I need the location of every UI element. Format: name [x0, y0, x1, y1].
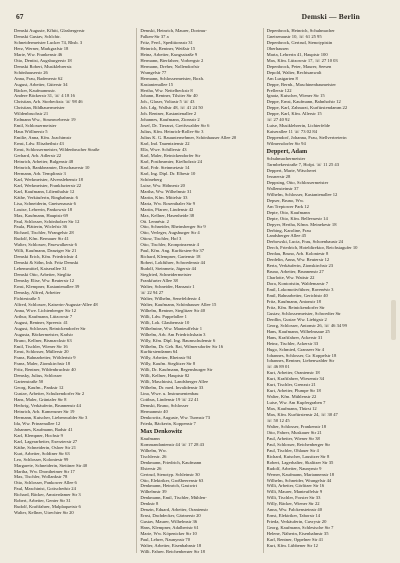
directory-entry: Wilhelmine, Ww. Manteuffelstr 1 — [140, 325, 203, 331]
directory-entry: Werner, Kaufmann, Mariannenstr 18 — [266, 471, 335, 477]
directory-entry: Demski Auguste, Kfhitt, Glasbergerstr — [14, 28, 85, 33]
directory-entry: Lebensmittel, Kaiserallee 31 — [14, 266, 67, 272]
directory-entry: Paul, Arbeiter, Wiener Str 38 — [266, 435, 320, 441]
directory-entry: Max, Kaufmann, Thürst 12 — [266, 406, 317, 412]
directory-entry: Walter, Wilhelm, Senefelderstr 4 — [140, 295, 201, 301]
directory-entry: Karl, Maler, Reinickendorfer Str — [140, 153, 201, 159]
directory-entry: Wilhelmstr 39 — [140, 489, 167, 495]
directory-entry: Gneisenaustr 10, ☏ 61 25 95 — [266, 33, 322, 39]
directory-entry: Otto, Verleger, Augsburger Str 4 — [140, 230, 200, 236]
directory-entry: Christian, Bildhauermeister — [14, 105, 65, 111]
directory-entry: Martha, Ww. Drontheimer Str 17 — [14, 468, 75, 474]
directory-entry: Johannes, Kaufmann, Badstr 41 — [14, 426, 73, 432]
directory-entry: Emil, Bahnarbeiter, Gerichtstr 40 — [266, 292, 328, 298]
directory-entry: Haus Wöllnerstr 5 — [14, 129, 48, 135]
directory-entry: Paula, Plätterin, Wiclefstr 36 — [14, 224, 67, 230]
page-header — [14, 10, 382, 24]
directory-entry: Ernst, Dachdecker, Gärtnerstr 20 — [140, 513, 201, 519]
directory-entry: Kurfürstendamm 64 — [140, 349, 178, 355]
directory-entry: Hermann, Dreher, Nollendorfstr — [140, 63, 200, 69]
directory-entry: Johann, Rentner, Tilsiter Str 40 — [140, 93, 198, 99]
directory-entry: Denzin, Eduard, Arbeiter, Oranienstr — [140, 507, 209, 513]
directory-entry: Deppe, Karl, Kfm. Allerstr 15 — [266, 111, 322, 117]
directory-entry: Willi, Kellner, Hauptstr 82 — [140, 373, 190, 379]
directory-entry: Fritz, Kfm. Reinickendorfer Str — [266, 304, 325, 310]
directory-entry: Hermann, Bierfahrer, Vorbergstr 2 — [140, 57, 204, 63]
directory-entry: Willi, Ldw. Pappelallee 1 — [140, 313, 187, 319]
directory-entry: Paul, Kfm. Ang. Kurfürsten-Str 37 — [140, 248, 204, 254]
directory-entry: Depser, Bruno, Ww. — [266, 197, 304, 203]
directory-entry: Gustav, Maurer, Wilhelmstr 36 — [140, 519, 198, 525]
directory-entry: Willi, Fahrer, Reichenberger Str 18 — [140, 548, 205, 553]
directory-entry: Luise, Musiklehrerin, Lichterfelde — [266, 123, 330, 129]
directory-entry: Fichtestraße 5 — [14, 295, 40, 301]
directory-entry: Wilhelm, Ww. — [140, 447, 167, 453]
directory-entry: Depold, Walter, Rechtsanwalt — [266, 69, 322, 75]
directory-entry: Ella, Wwe. Schillerstr 43 — [140, 147, 187, 153]
directory-entry: Paul, Schlosser, Reichenberger Str — [266, 441, 331, 447]
directory-entry: Demsky, Julius, Schlosser — [14, 373, 62, 379]
directory-entry: Wilhelm, Dr. Geh. Rat, Wilmersdorfer Str 16 — [140, 343, 224, 349]
directory-entry: Bruno, Arbeiter, Brunnenstr 27 — [266, 269, 324, 275]
directory-entry: Anna, Frau, Badenerstr 62 — [14, 75, 63, 81]
directory-entry: Karl, Ind. Tauentzienstr 22 — [140, 141, 190, 147]
directory-entry: Richard, Kutscher, Lausitzer Str 8 — [266, 453, 330, 459]
directory-entry: Rudolf, Steinmetz, Jägerstr 44 — [140, 266, 197, 272]
directory-entry: Willi, Dr. Kaufmann, Regensburger Str — [140, 367, 213, 373]
directory-entry: Fritz, Ferd., Speditionsstr 31 — [140, 39, 193, 45]
directory-entry: Denkmann, Heinrich, Gastwirt — [140, 483, 197, 489]
directory-entry: Käthe, Verkäuferin, Ringbahnstr. 6 — [14, 194, 78, 200]
directory-entry: Depte, Otto, Kaufmann — [266, 209, 310, 215]
directory-entry: Otto, Schneider, Rheinsberger Str 9 — [140, 224, 206, 230]
directory-entry: Karl, Frdr. Steinmetzstr 14 — [140, 164, 190, 170]
directory-entry: Georg, Schlosser, Antonstr 26, ☏ 46 34 99 — [266, 322, 347, 328]
directory-entry: Frankfurter Allee 38 — [140, 278, 178, 284]
directory-entry: Max, Kfm. Lützowstr 17, ☏ 27 10 03 — [266, 57, 338, 63]
directory-entry: Joh., Glaser, Voltastr 5 ☏ 43 — [140, 99, 195, 105]
directory-entry: Anna, Wwe. Lichtenberger Str 12 — [14, 307, 77, 313]
directory-entry: Karl, Werkmeister, Frankfurterstr 22 — [14, 182, 82, 188]
directory-entry: Demski Erich, Kfm. Friedrichstr 4 — [14, 254, 78, 260]
directory-entry: Ida, Ww. Prinzenallee 12 — [14, 420, 61, 426]
directory-entry: Heinrich, Rentner, Weißstr 15 — [140, 45, 196, 51]
directory-entry: Karl, Werkmeister, Alvenslebenstr 18 — [14, 176, 83, 182]
directory-entry: August, Rentner, Spreestr. 41 — [14, 319, 68, 325]
directory-entry: Gerhard, Arb. Adlerstr 22 — [14, 153, 62, 159]
directory-entry: Karl, Postbeamter, Kiefholzstr 24 — [140, 158, 203, 164]
directory-entry: Hermannstr 40 — [140, 409, 168, 414]
page-number: 67 — [16, 12, 24, 21]
directory-entry: Johannes, Kaufmann, Zionsstr 2 — [140, 117, 200, 123]
directory-entry: Walter, Arbeiter, Eisenbahnstr 18 — [140, 543, 202, 549]
directory-entry: Karl, Lagerarbeiter, Exerzierstr 27 — [14, 438, 78, 444]
directory-entry: Maria, Ww. Rosenthaler Str 9 — [140, 200, 196, 206]
directory-entry: Karl, Klempner, Hochstr 9 — [14, 432, 63, 438]
directory-entry: Bruno, Kellner, Bismarckstr 63 — [14, 337, 72, 343]
directory-entry: Fritz, Rentner, Wildenbruchstr 40 — [14, 367, 76, 373]
directory-entry: Kurt, Arbeiter, Plumpe Str 18 — [266, 388, 321, 394]
directory-entry: Luise, Ww. Höhnestr 20 — [140, 182, 185, 188]
directory-entry: Herz, Werner, Markgrafstr 18 — [14, 45, 69, 51]
directory-entry: Heinrich, Arb. Kameruner Str 19 — [14, 409, 75, 414]
directory-entry: Schönhauserstr 26 — [14, 69, 48, 75]
directory-entry: Otto, Fahrer, Muskauer Str 21 — [266, 429, 322, 435]
directory-entry: Tarmbekerstraße 7, Hofpt. ☏ 11 25 43 — [266, 162, 340, 168]
directory-entry: Heinrich, Arbeiter, Bulgenstr 48 — [14, 158, 74, 164]
directory-entry: Robert, Arbeiter, Genter Str 31 — [14, 498, 71, 504]
directory-entry: Wrangelstr 77 — [140, 69, 167, 75]
directory-entry: Willy, Kfm. Dipl. Ing. Baumschulenstr 6 — [140, 337, 216, 343]
directory-entry: Falken-Str 37 a — [140, 33, 169, 39]
directory-entry: Derch, Friedrich, Hoteldirektor, Reichstagufer 10 — [266, 245, 358, 251]
directory-entry: Kaiserallee 11 ☏ 73 02 84 — [266, 129, 318, 135]
directory-entry: Dora, Kontoristin, Waldemarstr 7 — [266, 281, 329, 287]
directory-entry: Jessnerstr 28 — [266, 173, 291, 179]
directory-entry: Lisa, Schneiderin, Gneisenaustr 6 — [14, 200, 76, 206]
directory-entry: August, Schlosser, Reinickendorfer Str — [14, 325, 86, 331]
running-head: Demski — Berlin — [301, 12, 360, 21]
directory-entry: Berta, Verkäuferin, Zionskirchstr 23 — [266, 263, 334, 269]
directory-entry: Franz, Maler, Zionskirchstr 18 — [14, 361, 71, 367]
column-2 — [136, 28, 255, 553]
directory-entry: Walter, Kaufmann, Schönhauser Allee 15 — [140, 301, 217, 307]
directory-entry: Walter, Schneider, Hansastr 1 — [140, 283, 195, 289]
directory-entry: Marta, Lehrerin 41, Hauptstr 100 — [266, 51, 328, 57]
directory-entry: Charlotte, Ww. Wattstr 22 — [266, 275, 315, 281]
directory-entry: Emilie, Anna, Kfm. Joachimstr — [14, 135, 72, 141]
directory-entry: Kurt, Tischler, Grenzstr 21 — [266, 382, 316, 388]
directory-entry: Frieda, Bäckerin, Koppenstr 7 — [140, 420, 196, 426]
directory-entry: Christian, Arb. Storbeckstr. ☏ 98 46 — [14, 99, 83, 105]
directory-entry: Hans, Kraftfahrer, Ackerstr 31 — [266, 334, 323, 340]
directory-entry: Rudolf, Arbeiter, Naunynstr 9 — [266, 465, 322, 471]
directory-entry: Hermann, Kutscher, Liebenwalder Str 3 — [14, 414, 88, 420]
directory-entry: Hans, Kaufmann, Wilhelmsaue 25 — [266, 328, 330, 334]
directory-entry: Frieda, Verkäuferin, Cuvrystr 20 — [266, 519, 327, 525]
directory-entry: Walter, Schlosser, Pasewalkerstr 6 — [14, 242, 77, 248]
directory-heading: Deppert, Adam — [266, 148, 308, 156]
directory-entry: Robert, Lokführer, Schwedenstr 44 — [140, 260, 206, 266]
directory-entry: Derdau, Bruno, Arb. Koloniestr 8 — [266, 251, 329, 257]
directory-entry: Willy, Kaufm. Steglitzer Str 8 — [140, 361, 196, 367]
directory-entry: Demski & Söhn, Inh. Fritz Demski — [14, 260, 79, 266]
directory-entry: Käthe, Schneiderin, Osloer Str 21 — [14, 444, 77, 450]
directory-entry: Gertrud, Stenotyp. Schleinstr 30 — [140, 471, 200, 477]
directory-entry: Richard, Tischler, Wrangelstr 28 — [14, 230, 74, 236]
directory-entry: Max, Tischler, Wollankstr 78 — [14, 474, 68, 480]
directory-entry: Kommandantenstr 44 ☏ 17 28 43 — [140, 441, 205, 447]
directory-entry: Julius K. G. Bauunternehmer, Schönhauser Allee 20 — [140, 135, 237, 141]
directory-entry: Demsky Elise, Ww. Reuterstr 12 — [14, 278, 75, 284]
directory-entry: Kastanienallee 15 — [140, 81, 174, 87]
directory-entry: Ernst, Schlosser, Müllerstr 20 — [14, 349, 69, 355]
directory-entry: Ottow, Tischler, Hof 3 — [140, 236, 182, 242]
directory-entry: Erdmann Ww., Strumweberstr 19 — [14, 117, 76, 123]
directory-entry: Willy, Bäcker, Wiener Str 22 — [266, 501, 320, 507]
directory-entry: Max, Kellner, Hasenheide 38 — [140, 212, 195, 218]
directory-entry: Martin, Pfarrer, Lindenstr 42 — [140, 206, 194, 212]
directory-entry: Heinrich, Bankbeamter, Dirschauerstr 10 — [14, 164, 90, 170]
columns-container — [14, 28, 382, 553]
directory-entry: Hans, Klempner, Adalbertstr 61 — [140, 525, 199, 531]
directory-entry: Georg, Kaufmann, Schlesische Str 7 — [266, 525, 334, 531]
directory-entry: Deppe, Ernst, Kaufmann, Bahnhofstr 12 — [266, 99, 341, 105]
directory-entry: Bäcker, Kaufmannsstr. — [14, 87, 56, 93]
directory-entry: Derbing, Karoline, Frau — [266, 227, 311, 233]
directory-entry: Walter, Kellner, Utrechter Str 20 — [14, 510, 74, 516]
directory-entry: Marie, Ww. Frankenstr 46 — [14, 51, 63, 57]
directory-entry: Otto, Elektriker, Großbeerenstr 63 — [140, 477, 204, 483]
directory-entry: Andere Bäckerstr 31, ☏ 4 18 16 — [14, 93, 75, 99]
directory-entry: Gartenstraße 50 — [14, 379, 44, 385]
directory-entry: Demski, Bruno, Schlosser — [140, 403, 189, 409]
directory-entry: Derdelin, Anna, Ww. Reuterstr 12 — [266, 257, 330, 263]
directory-entry: Max, Kaufmann, Hauptstr 69 — [14, 212, 68, 218]
directory-entry: Depyer, Hertha, Kfmn. Meinekestr 18 — [266, 221, 337, 227]
directory-entry: Hugo, Schmied, Granseer Str 4 — [266, 346, 325, 352]
directory-entry: Kaufmann — [140, 435, 160, 441]
directory-entry: Willi, Tischler, Forster Str 33 — [266, 495, 321, 501]
directory-entry: Depenbrock, Gertrud, Stenotypistin — [266, 39, 333, 45]
directory-entry: Wilhelm, Schlosser, Kastanienallee 12 — [266, 191, 338, 197]
directory-entry: Martha, Ww. Wilhelmstr 31 — [140, 188, 192, 194]
directory-entry: Louise, Lehrerin, Pankowstr 18 — [14, 206, 73, 212]
directory-entry: Deppert, Marie, Wäscherei — [266, 167, 317, 173]
directory-entry: Derbowski, Lucia, Frau, Schoenbaustr 24 — [266, 239, 344, 245]
directory-entry: Depte, Otto, Kfm. Bellevuestr 14 — [266, 215, 328, 221]
directory-entry: Ott. Lennéstr. 2 — [140, 218, 169, 224]
directory-entry: Lina, Wwe. u. Instrumentenbau — [140, 391, 199, 397]
directory-entry: Gustav, Schlossermeister, Schwedter Str — [266, 310, 341, 316]
directory-entry: Wildenbruchstr 21 — [14, 111, 49, 117]
directory-entry: Demski Otto, Arbeiter, Steglitz — [14, 272, 72, 278]
directory-entry: Kurt, Arbeiter, Soldiner Str 63 — [14, 450, 70, 456]
directory-entry: Alfred, Schlosser, Kaiserin-Augusta-Allee 48 — [14, 301, 98, 307]
directory-entry: Gustav, Arbeiter, Schulzendorfer Str 2 — [14, 391, 85, 397]
directory-entry: Schuhmachermeister — [266, 156, 306, 162]
directory-entry: ☏ 50 12 45 — [266, 418, 290, 423]
directory-entry: Ernst, Schlossermeister, Wildenbrucher Straße — [14, 147, 100, 153]
directory-entry: Otto, Dentist, Augsburgerstr 18 — [14, 57, 72, 63]
directory-entry: Georg, Kaufm., Pankstr 12 — [14, 385, 64, 391]
directory-entry: Tischlerstr. 26 — [140, 453, 167, 459]
directory-entry: Paul, Lehrer, Naunynstr 70 — [140, 537, 191, 543]
directory-entry: Oberhausen — [266, 45, 289, 51]
directory-entry: Emil, Tischler, Wiener Str 16 — [14, 343, 68, 349]
directory-entry: August, Arbeiter, Güterstr 34 — [14, 81, 68, 87]
directory-entry: Otto, Schlosser, Pankower Allee 6 — [14, 480, 77, 486]
directory-entry: Robert, Lagerhalter, Skalitzer Str 35 — [266, 459, 334, 465]
directory-entry: Ignatz, Kutscher, Wiener Str 15 — [266, 93, 325, 99]
directory-entry: Wilmersdorfer Str 94 — [266, 141, 306, 147]
directory-entry: Landsberger Allee 45 — [266, 233, 307, 239]
directory-entry: Wilhelm, Schneider, Wrangelstr 44 — [266, 477, 332, 483]
directory-entry: Willi, Maschinist, Landsberger Allee — [140, 379, 209, 385]
column-1 — [14, 28, 129, 553]
column-3 — [263, 28, 382, 553]
directory-entry: Paul, Tischler, Ohlauer Str 4 — [266, 447, 319, 453]
directory-entry: Paul, Maschinist, Gottschedstr 24 — [14, 486, 76, 492]
directory-entry: Deppsing, Otto, Schlossermeister — [266, 179, 329, 185]
directory-entry: Willy, Arbeiter, Rheinstr 94 — [140, 355, 192, 361]
directory-entry: Demski, Heinrich, Maurer, Dortmu- — [140, 28, 207, 33]
directory-entry: Walter, Kfm. Mühlenstr 22 — [266, 394, 317, 400]
directory-entry: Denkmann, Emil, Tischler, Mühlen- — [140, 495, 207, 501]
directory-entry: Ernst, Elektriker, Taborstr 14 — [266, 513, 321, 519]
directory-entry: Elsterstr 26 — [140, 465, 162, 471]
directory-entry: Kurt, Kfm. Lübbener Str 12 — [266, 543, 318, 549]
page-edge-mark — [391, 300, 396, 340]
directory-entry: Am Lustgarten 8 — [266, 75, 298, 81]
directory-entry: ☏ 27 40 92 — [266, 117, 290, 123]
directory-entry: Denkstr 8 — [140, 501, 159, 507]
directory-entry: Hermann, Arb. Templinstr 3 — [14, 170, 66, 176]
directory-entry: Otto, Tischler, Kronprinzenstr 4 — [140, 242, 199, 248]
directory-entry: Augusta, Bäckermeister, Karlstr — [14, 331, 74, 337]
directory-entry: Demski Robert, Musiklehrerstr. — [14, 63, 73, 69]
directory-entry: Willi, Kaufmann, Danziger Str 21 — [14, 248, 77, 254]
directory-entry: Depenbrock, Peter, Maurer, Seesen — [266, 63, 332, 69]
directory-entry: Deppe, Bernh., Maschinenbaumeister — [266, 81, 336, 87]
directory-entry: Siegfried, Schneidermeister — [140, 272, 192, 278]
directory-entry: Martin, Kfm. Mittelstr 33 — [140, 194, 188, 200]
directory-entry: Paul, Schlosser, Schönholzer Str 12 — [14, 218, 80, 224]
directory-entry: Hedwig, Verkäuferin, Brunnenstr 44 — [14, 403, 81, 409]
directory-entry: Ernst, Ldw. Elisabethstr 43 — [14, 141, 64, 147]
directory-entry: Kurt, Kraftfahrer, Wiesenstr 34 — [266, 376, 324, 382]
directory-entry: Derdlin, Gustav Ww. Liebigstr 2 — [266, 316, 327, 322]
directory-entry: ☏ 22 94 27 — [140, 289, 164, 295]
directory-entry: Demski Gustav, Schlchtr. — [14, 33, 61, 39]
directory-entry: Hertha, Ww. Nettelbeckstr 8 — [140, 87, 193, 93]
directory-entry: Julius, Kfm. Heinrich-Roller-Str 3 — [140, 129, 204, 135]
directory-entry: Fritz, Kaufmann, Antonstr 18 — [266, 298, 321, 304]
directory-entry: Helene, Näherin, Eisenbahnstr 35 — [266, 531, 329, 537]
directory-entry: Wilhelm, Dr. med. Invalidenstr 33 — [140, 385, 204, 391]
directory-entry: Joh. Ldg. Wallstr 48, ☏ 41 24 50 — [140, 105, 203, 111]
directory-entry: Anna, Ww. Falckensteinstr 40 — [266, 507, 323, 513]
directory-entry: Johannes, Schlosser, Gr. Koppelstr 18 — [266, 352, 337, 358]
directory-entry: Rudolf, Kfm. Bernauer Str 41 — [14, 236, 69, 242]
directory-entry: Hans, Maler, Grüntaler Str 8 — [14, 397, 67, 403]
directory-entry: Deppe, Karl, Zahnarzt, Kurfürstendamm 22 — [266, 105, 348, 111]
directory-entry: Willi, Lok. Glaubensstr 10 — [140, 319, 190, 325]
directory-entry: Richard, Klempner, Gartenstr 18 — [140, 254, 201, 260]
directory-entry: Cottbus, Lindenstr 19 ☏ 22 41 — [140, 397, 199, 403]
directory-entry: Am Treptower Park 12 — [266, 203, 309, 209]
directory-entry: Marie, Ww. Köpenicker Str 10 — [140, 531, 197, 537]
directory-entry: Wallensteinstr 37 — [266, 185, 299, 191]
directory-entry: Max, Kfm. Kurfürstenstr 24, ☏ 30 47 — [266, 412, 338, 418]
directory-entry: Walter, Schlosser, Frankenstr 18 — [266, 423, 327, 429]
directory-entry: Luise, Ww. Am Kupfergraben 7 — [266, 400, 326, 406]
directory-entry: ☏ 46 89 01 — [266, 364, 290, 370]
directory-entry: Richard, Bäcker, Amsterdamer Str 3 — [14, 492, 81, 498]
directory-entry: Denkmann, Friedrich, Kaufmann — [140, 459, 202, 465]
directory-entry: Prellerstr 122 — [266, 87, 292, 93]
directory-entry: Heinz, Tischler, Ackerstr 33 — [266, 340, 319, 346]
directory-heading: Max Denkowitz — [140, 427, 183, 435]
directory-entry: Schöneberg — [140, 176, 162, 182]
directory-entry: Joh. Rentner, Kastanienallee 2 — [140, 111, 197, 117]
directory-entry: Karl, Kaufmann, Lilienthalstr 12 — [14, 188, 75, 194]
directory-entry: Karl, Ing. Dipl. Dr. Elbestr 10 — [140, 170, 196, 176]
directory-entry: Emil, Schlossermeister — [14, 123, 57, 129]
directory-entry: Rudolf, Kraftfahrer, Malplaquetstr 6 — [14, 504, 81, 510]
directory-entry: Johannes, Rentner, Liebenwalder Str — [266, 358, 335, 364]
directory-entry: Depenbrock, Heinrich, Schuhmacher — [266, 28, 335, 33]
directory-entry: Wilhelm, Arb. Am Friedrichshain 3 — [140, 331, 206, 337]
directory-entry: Denkowitz, Auguste, Ww. Turmstr 73 — [140, 414, 211, 420]
directory-entry: Kurt, Arbeiter, Oranienstr 18 — [266, 370, 320, 376]
directory-entry: Willi, Arbeiter, Görlitzer Str 16 — [266, 483, 325, 489]
directory-entry: Franz, Bahnarbeiter, Wöhlertstr 9 — [14, 355, 76, 361]
directory-entry: Wilhelm, Rentner, Steglitzer Str 40 — [140, 307, 206, 313]
directory-entry: Hermann, Schlossermeister, Boxh. — [140, 75, 205, 81]
directory-entry: Emil, Lokomotivführer, Ravenéstr 3 — [266, 287, 334, 293]
directory-entry: Demsky, Alfred, Arbeiter — [14, 289, 61, 295]
directory-entry: Schneidermeister Lucker 74, Rhsb. 3 — [14, 39, 83, 45]
directory-entry: Josef, Dr. Tierarzt, Greifswalder Str 6 — [140, 123, 210, 129]
directory-entry: Margarete, Schneiderin, Stettiner Str 40 — [14, 462, 88, 468]
directory-entry: Deppendorf, Johanna, Frau, Stellvertreterin — [266, 135, 347, 141]
directory-entry: Arthur, Kaufmann, Lützowstr 7 — [14, 313, 73, 319]
directory-entry: Ernst, Klempner, Kastanienallee 39 — [14, 283, 80, 289]
directory-entry: Heinz, Arbeiter, Kungsstraße 9 — [140, 51, 198, 57]
directory-entry: Willi, Maurer, Manteuffelstr 9 — [266, 489, 323, 495]
directory-entry: Karl, Rentner, Oppelner Str 41 — [266, 537, 324, 543]
directory-entry: Leo, Schlosser, Koloniestr 99 — [14, 456, 69, 462]
